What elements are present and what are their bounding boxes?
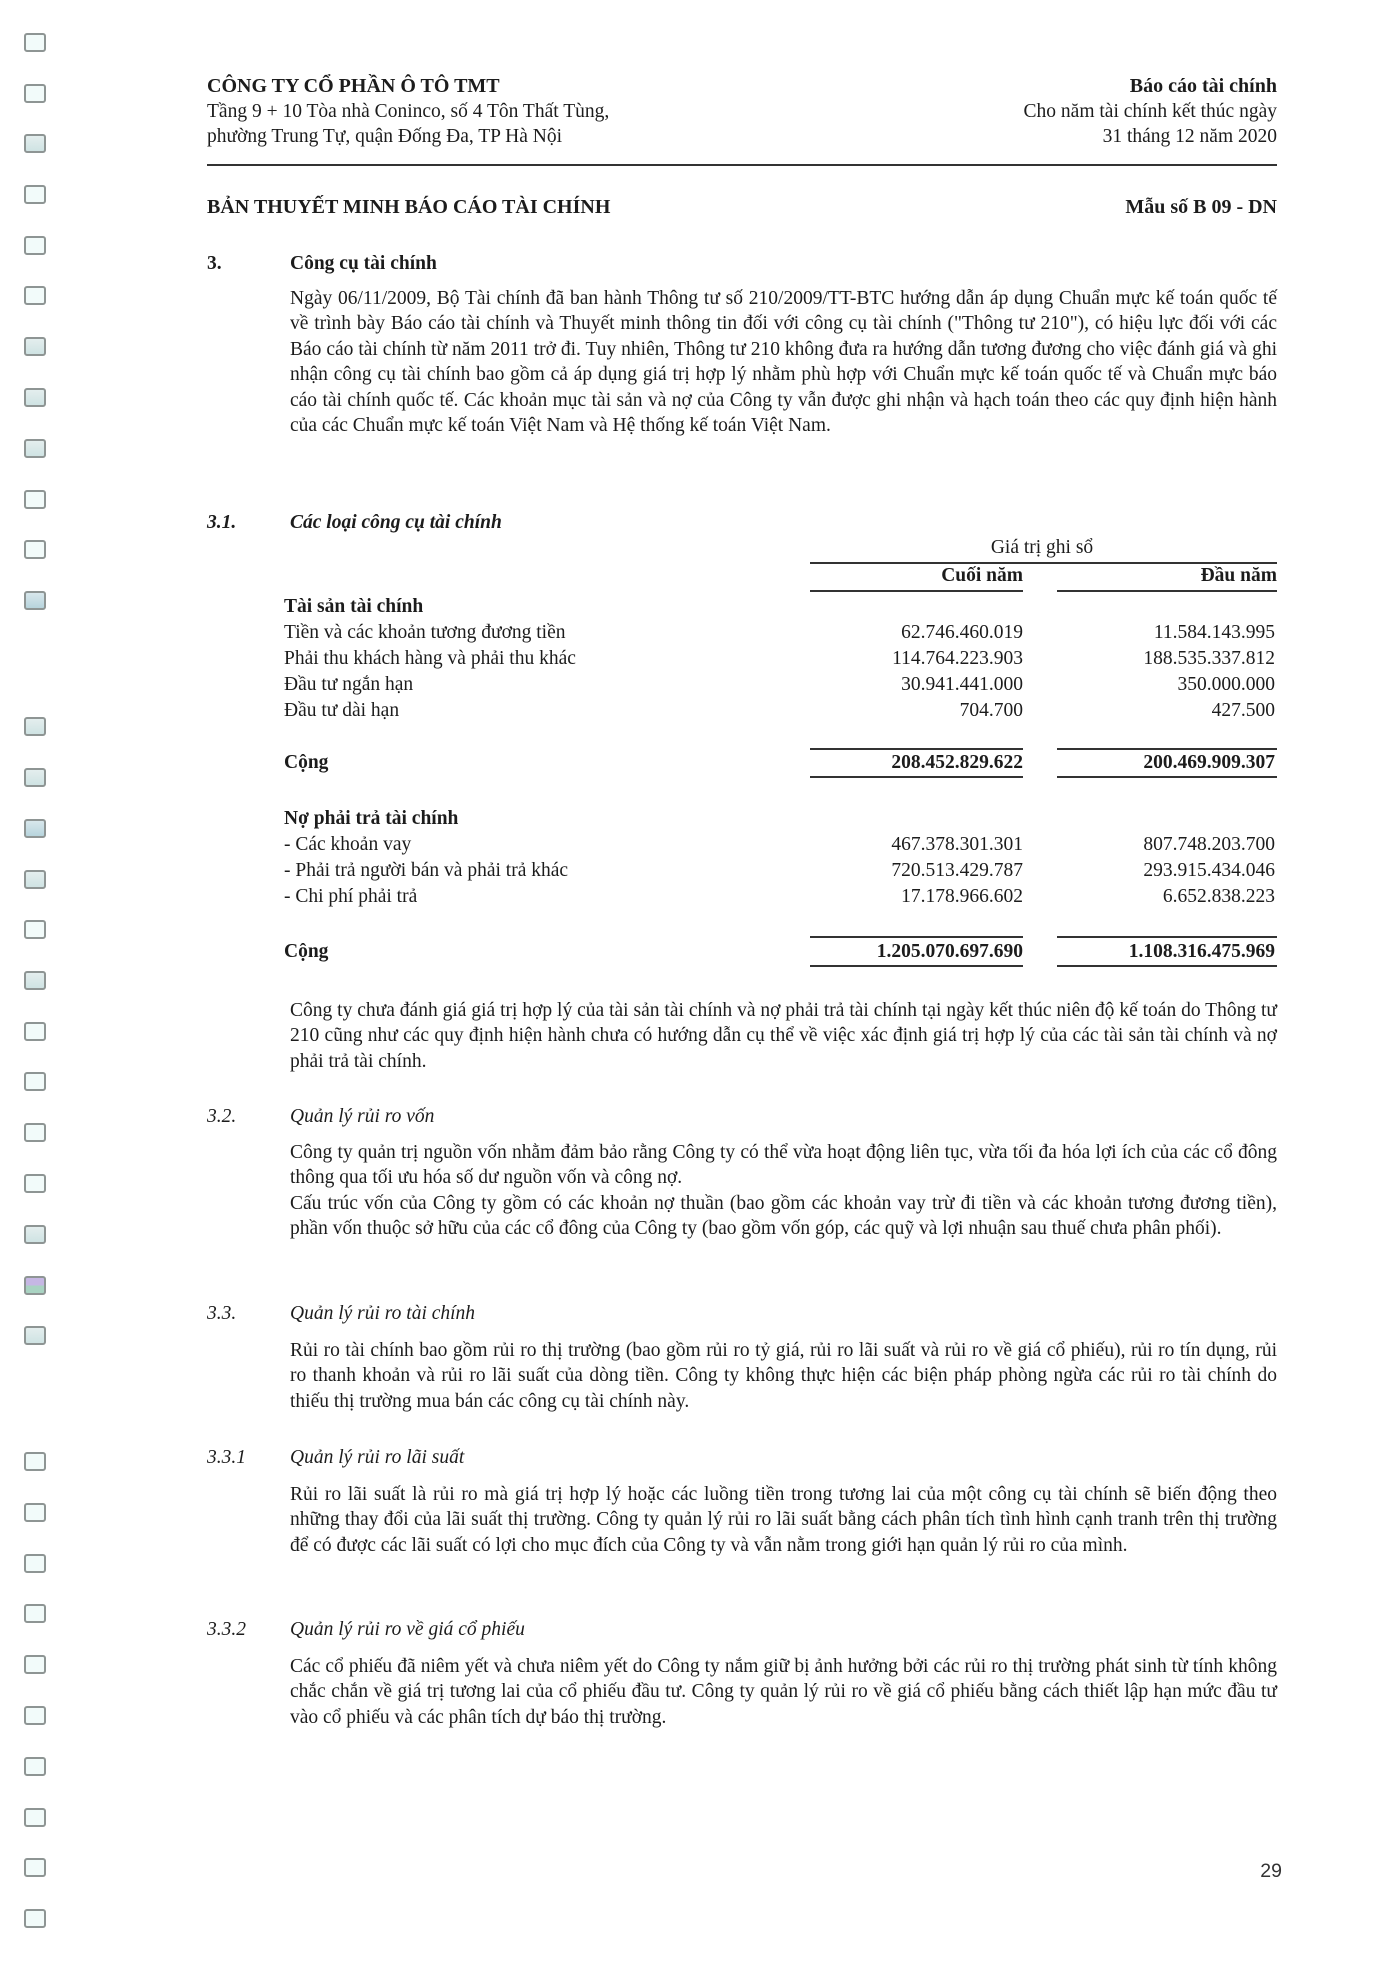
total-rule-bottom [1057, 965, 1277, 967]
total-beginning-of-year: 200.469.909.307 [1143, 752, 1275, 773]
value-end-of-year: 704.700 [959, 700, 1023, 721]
value-end-of-year: 467.378.301.301 [891, 834, 1023, 855]
column-header-rule [1057, 590, 1277, 592]
total-rule-top [810, 748, 1023, 750]
row-label: Phải thu khách hàng và phải thu khác [284, 648, 576, 669]
value-beginning-of-year: 293.915.434.046 [1143, 860, 1275, 881]
section-title: Quản lý rủi ro tài chính [290, 1303, 476, 1324]
section-paragraph: Công ty quản trị nguồn vốn nhằm đảm bảo rằng Công ty có thể vừa hoạt động liên tục, vừa tối đa hóa lợi ích của các cổ đông thông qua tối ưu hóa số dư nguồn vốn và công nợ. [290, 1141, 1277, 1188]
total-label: Cộng [284, 752, 329, 773]
value-end-of-year: 30.941.441.000 [901, 674, 1023, 695]
company-header [207, 74, 609, 149]
section-title: Công cụ tài chính [290, 253, 437, 274]
total-rule-top [810, 936, 1023, 938]
section-title: Quản lý rủi ro lãi suất [290, 1447, 465, 1468]
row-label: - Các khoản vay [284, 834, 412, 855]
total-label: Cộng [284, 941, 329, 962]
document-title: BẢN THUYẾT MINH BÁO CÁO TÀI CHÍNH [207, 196, 611, 218]
value-beginning-of-year: 11.584.143.995 [1153, 622, 1275, 643]
company-name: CÔNG TY CỔ PHẦN Ô TÔ TMT [207, 75, 500, 97]
section-number: 3.3. [207, 1303, 237, 1324]
section-number: 3.2. [207, 1106, 237, 1127]
section-paragraph: Các cổ phiếu đã niêm yết và chưa niêm yết do Công ty nắm giữ bị ảnh hưởng bởi các rủi ro thị trường phát sinh từ tính không chắc chắn về giá trị tương lai của cổ phiếu đầu tư. Công ty quản lý rủi ro về giá cổ phiếu bằng cách thiết lập hạn mức đầu tư vào cổ phiếu và các phân tích dự báo thị trường. [290, 1655, 1277, 1728]
column-header-beginning-of-year: Đầu năm [1200, 565, 1277, 586]
report-period-line2: 31 tháng 12 năm 2020 [1102, 126, 1277, 147]
table-section-heading: Nợ phải trả tài chính [284, 808, 459, 829]
company-address-line2: phường Trung Tự, quận Đống Đa, TP Hà Nội [207, 126, 563, 147]
value-beginning-of-year: 6.652.838.223 [1162, 886, 1275, 907]
total-end-of-year: 208.452.829.622 [891, 752, 1023, 773]
section-number: 3. [207, 253, 222, 274]
value-beginning-of-year: 350.000.000 [1177, 674, 1275, 695]
value-end-of-year: 114.764.223.903 [892, 648, 1023, 669]
page-number: 29 [1260, 1860, 1282, 1882]
table-header-rule [810, 562, 1277, 564]
table-section-heading: Tài sản tài chính [284, 596, 424, 617]
section-title: Các loại công cụ tài chính [290, 512, 502, 533]
total-rule-top [1057, 748, 1277, 750]
header-divider [207, 164, 1277, 166]
section-paragraph: Rủi ro tài chính bao gồm rủi ro thị trường (bao gồm rủi ro tỷ giá, rủi ro lãi suất và rủi ro về giá cổ phiếu), rủi ro tín dụng, rủi ro thanh khoản và rủi ro lãi suất của dòng tiền. Công ty không thực hiện các biện pháp phòng ngừa các rủi ro tài chính do thiếu thị trường mua bán các công cụ tài chính này. [290, 1339, 1277, 1412]
column-header-rule [810, 590, 1023, 592]
section-number: 3.3.1 [207, 1447, 246, 1468]
section-paragraph: Ngày 06/11/2009, Bộ Tài chính đã ban hành Thông tư số 210/2009/TT-BTC hướng dẫn áp dụng Chuẩn mực kế toán quốc tế về trình bày Báo cáo tài chính và Thuyết minh thông tin đối với công cụ tài chính ("Thông tư 210"), có hiệu lực đối với các Báo cáo tài chính từ năm 2011 trở đi. Tuy nhiên, Thông tư 210 không đưa ra hướng dẫn tương đương cho việc đánh giá và ghi nhận công cụ tài chính bao gồm cả áp dụng giá trị hợp lý nhằm phù hợp với Chuẩn mực kế toán quốc tế và Chuẩn mực báo cáo tài chính quốc tế. Các khoản mục tài sản và nợ của Công ty vẫn được ghi nhận và hạch toán theo các quy định hiện hành của các Chuẩn mực kế toán Việt Nam và Hệ thống kế toán Việt Nam. [290, 287, 1277, 436]
value-end-of-year: 720.513.429.787 [891, 860, 1023, 881]
section-number: 3.3.2 [207, 1619, 246, 1640]
section-number: 3.1. [207, 512, 237, 533]
row-label: Tiền và các khoản tương đương tiền [284, 622, 566, 643]
row-label: - Phải trả người bán và phải trả khác [284, 860, 569, 881]
row-label: Đầu tư dài hạn [284, 700, 400, 721]
form-number: Mẫu số B 09 - DN [1125, 196, 1277, 218]
section-paragraph: Rủi ro lãi suất là rủi ro mà giá trị hợp lý hoặc các luồng tiền trong tương lai của một công cụ tài chính sẽ biến động theo những thay đổi của lãi suất thị trường. Công ty quản lý rủi ro lãi suất bằng cách phân tích tình hình cạnh tranh trên thị trường để có được các lãi suất có lợi cho mục đích của Công ty và vẫn nằm trong giới hạn quản lý rủi ro của mình. [290, 1483, 1277, 1556]
value-end-of-year: 17.178.966.602 [901, 886, 1023, 907]
column-header-end-of-year: Cuối năm [941, 565, 1023, 586]
value-end-of-year: 62.746.460.019 [901, 622, 1023, 643]
value-beginning-of-year: 427.500 [1211, 700, 1275, 721]
report-title: Báo cáo tài chính [1129, 75, 1277, 97]
total-rule-bottom [810, 965, 1023, 967]
value-beginning-of-year: 188.535.337.812 [1143, 648, 1275, 669]
row-label: Đầu tư ngắn hạn [284, 674, 414, 695]
section-title: Quản lý rủi ro vốn [290, 1106, 435, 1127]
total-beginning-of-year: 1.108.316.475.969 [1128, 941, 1275, 962]
company-address-line1: Tầng 9 + 10 Tòa nhà Coninco, số 4 Tôn Thất Tùng, [207, 101, 610, 122]
total-rule-bottom [1057, 776, 1277, 778]
section-title: Quản lý rủi ro về giá cổ phiếu [290, 1619, 525, 1640]
report-header [1024, 74, 1277, 149]
total-rule-bottom [810, 776, 1023, 778]
section-paragraph: Cấu trúc vốn của Công ty gồm có các khoản nợ thuần (bao gồm các khoản vay trừ đi tiền và các khoản tương đương tiền), phần vốn thuộc sở hữu của các cổ đông của Công ty (bao gồm vốn góp, các quỹ và lợi nhuận sau thuế chưa phân phối). [290, 1192, 1277, 1239]
total-rule-top [1057, 936, 1277, 938]
section-paragraph: Công ty chưa đánh giá giá trị hợp lý của tài sản tài chính và nợ phải trả tài chính tại ngày kết thúc niên độ kế toán do Thông tư 210 cũng như các quy định hiện hành chưa có hướng dẫn cụ thể về việc xác định giá trị hợp lý của các tài sản tài chính và nợ phải trả tài chính. [290, 999, 1277, 1072]
table-group-header: Giá trị ghi sổ [990, 537, 1094, 558]
total-end-of-year: 1.205.070.697.690 [876, 941, 1023, 962]
report-period-line1: Cho năm tài chính kết thúc ngày [1023, 101, 1277, 122]
row-label: - Chi phí phải trả [284, 886, 418, 907]
value-beginning-of-year: 807.748.203.700 [1143, 834, 1275, 855]
